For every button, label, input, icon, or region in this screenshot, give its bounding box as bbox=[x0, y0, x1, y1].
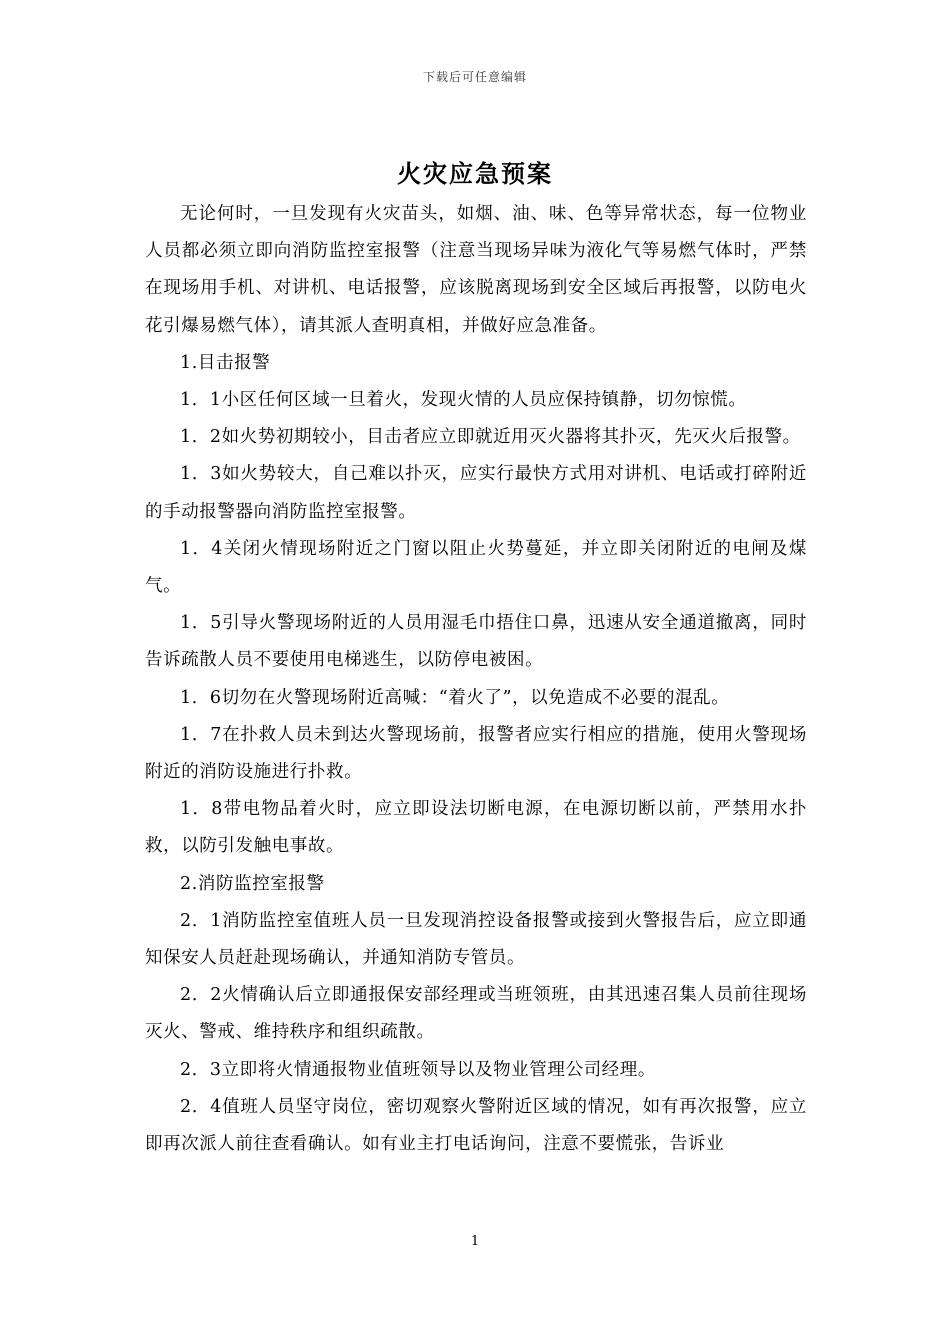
paragraph: 1．8带电物品着火时，应立即设法切断电源，在电源切断以前，严禁用水扑救，以防引发触电事故。 bbox=[145, 799, 807, 857]
paragraph: 1．1小区任何区域一旦着火，发现火情的人员应保持镇静，切勿惊慌。 bbox=[180, 390, 747, 411]
paragraph: 2．3立即将火情通报物业值班领导以及物业管理公司经理。 bbox=[180, 1059, 656, 1080]
page-number: 1 bbox=[470, 1234, 480, 1249]
paragraph: 1．2如火势初期较小，目击者应立即就近用灭火器将其扑灭，先灭火后报警。 bbox=[180, 427, 801, 448]
section-heading: 2.消防监控室报警 bbox=[180, 873, 325, 894]
document-body bbox=[145, 196, 807, 1163]
paragraph: 1．7在扑救人员未到达火警现场前，报警者应实行相应的措施，使用火警现场附近的消防设施进行扑救。 bbox=[145, 724, 807, 783]
paragraph: 1．6切勿在火警现场附近高喊：“着火了”，以免造成不必要的混乱。 bbox=[180, 687, 730, 708]
intro-paragraph: 无论何时，一旦发现有火灾苗头，如烟、油、味、色等异常状态，每一位物业人员都必须立即向消防监控室报警（注意当现场异味为液化气等易燃气体时，严禁在现场用手机、对讲机、电话报警，应该脱离现场到安全区域后再报警，以防电火花引爆易燃气体），请其派人查明真相，并做好应急准备。 bbox=[145, 204, 807, 336]
paragraph: 1．5引导火警现场附近的人员用湿毛巾捂住口鼻，迅速从安全通道撤离，同时告诉疏散人员不要使用电梯逃生，以防停电被困。 bbox=[145, 613, 807, 671]
paragraph: 2．4值班人员坚守岗位，密切观察火警附近区域的情况，如有再次报警，应立即再次派人前往查看确认。如有业主打电话询问，注意不要慌张，告诉业 bbox=[145, 1096, 807, 1155]
paragraph: 1．4关闭火情现场附近之门窗以阻止火势蔓延，并立即关闭附近的电闸及煤气。 bbox=[145, 538, 807, 597]
header-note: 下载后可任意编辑 bbox=[422, 70, 527, 84]
paragraph: 1．3如火势较大，自己难以扑灭，应实行最快方式用对讲机、电话或打碎附近的手动报警器向消防监控室报警。 bbox=[145, 464, 807, 522]
section-heading: 1.目击报警 bbox=[180, 352, 271, 373]
document-title: 火灾应急预案 bbox=[397, 159, 553, 188]
paragraph: 2．1消防监控室值班人员一旦发现消控设备报警或接到火警报告后，应立即通知保安人员赶赴现场确认，并通知消防专管员。 bbox=[145, 910, 807, 969]
paragraph: 2．2火情确认后立即通报保安部经理或当班领班，由其迅速召集人员前往现场灭火、警戒、维持秩序和组织疏散。 bbox=[145, 985, 807, 1043]
